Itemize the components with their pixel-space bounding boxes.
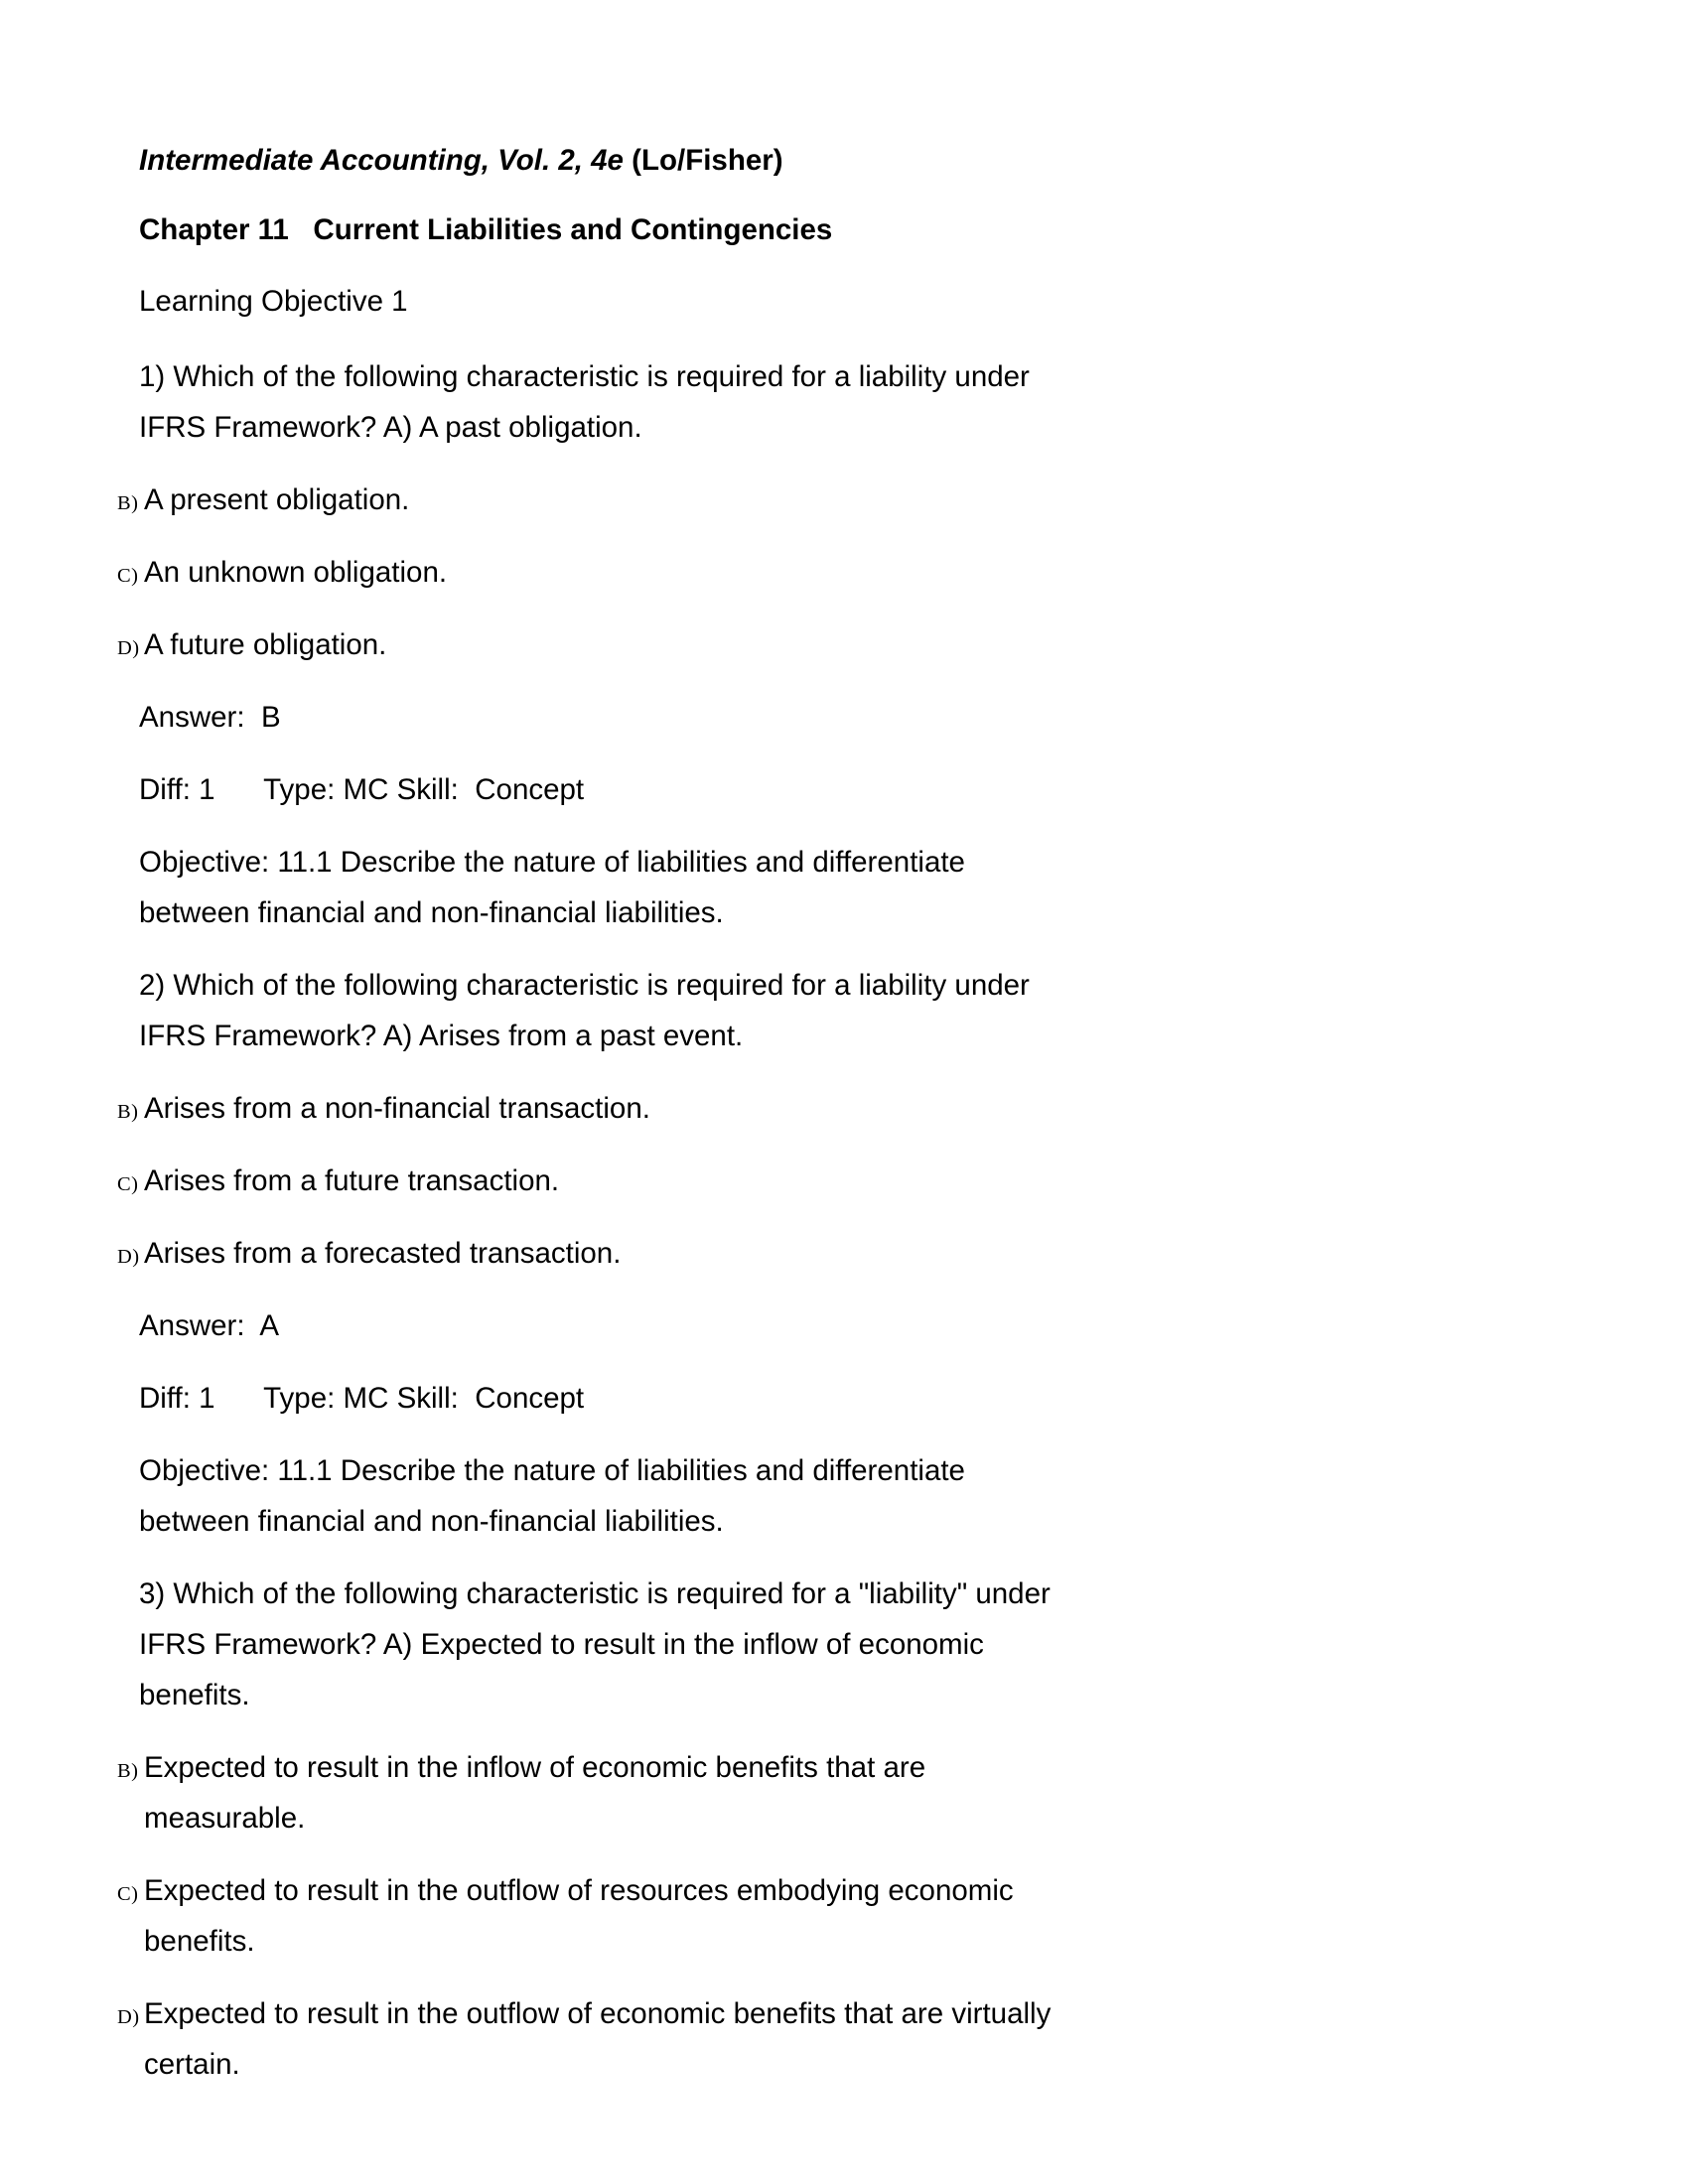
document-body: [117, 139, 1057, 2112]
option-text: Arises from a non-financial transaction.: [144, 1092, 650, 1125]
answer-option: [117, 1083, 1057, 1134]
difficulty-line: Diff: 1 Type: MC Skill: Concept: [139, 1382, 585, 1415]
option-marker: C): [117, 1883, 139, 1905]
question-block: [117, 960, 1057, 1547]
option-text: An unknown obligation.: [144, 556, 448, 589]
answer-option: [117, 1742, 1057, 1843]
option-marker: C): [117, 1173, 139, 1195]
chapter-heading: Chapter 11 Current Liabilities and Contingencies: [139, 213, 833, 246]
option-marker: B): [117, 492, 139, 514]
option-marker: D): [117, 2006, 140, 2028]
option-text: Expected to result in the outflow of resources embodying economic benefits.: [144, 1874, 1014, 1958]
question-stem: 1) Which of the following characteristic is required for a liability under IFRS Framework? A) A past obligation.: [139, 360, 1030, 444]
learning-objective-heading: Learning Objective 1: [139, 285, 408, 318]
question-stem: 2) Which of the following characteristic is required for a liability under IFRS Framework? A) Arises from a past event.: [139, 969, 1030, 1052]
option-marker: B): [117, 1760, 139, 1782]
option-text: Expected to result in the outflow of economic benefits that are virtually certain.: [144, 1997, 1052, 2081]
option-text: A present obligation.: [144, 483, 410, 516]
book-title: [139, 139, 1057, 183]
difficulty-line: Diff: 1 Type: MC Skill: Concept: [139, 773, 585, 806]
option-marker: D): [117, 1246, 140, 1268]
question-block: [117, 1569, 1057, 2090]
option-marker: C): [117, 565, 139, 587]
answer-line: Answer: A: [139, 1309, 280, 1342]
question-block: [117, 351, 1057, 938]
option-text: Arises from a future transaction.: [144, 1164, 560, 1197]
answer-option: [117, 1988, 1057, 2090]
option-marker: D): [117, 637, 140, 659]
option-text: Expected to result in the inflow of economic benefits that are measurable.: [144, 1751, 926, 1835]
option-marker: B): [117, 1101, 139, 1123]
answer-option: [117, 1156, 1057, 1206]
answer-line: Answer: B: [139, 701, 281, 734]
objective-line: Objective: 11.1 Describe the nature of liabilities and differentiate between financial and non-financial liabilities.: [139, 846, 965, 929]
question-stem: 3) Which of the following characteristic is required for a "liability" under IFRS Framework? A) Expected to result in the inflow of economic benefits.: [139, 1577, 1051, 1711]
book-title-authors: (Lo/Fisher): [623, 144, 783, 177]
option-text: Arises from a forecasted transaction.: [144, 1237, 622, 1270]
book-title-italic: Intermediate Accounting, Vol. 2, 4e: [139, 144, 624, 177]
answer-option: [117, 547, 1057, 598]
answer-option: [117, 1228, 1057, 1279]
answer-option: [117, 619, 1057, 670]
objective-line: Objective: 11.1 Describe the nature of liabilities and differentiate between financial and non-financial liabilities.: [139, 1454, 965, 1538]
option-text: A future obligation.: [144, 628, 387, 661]
answer-option: [117, 1865, 1057, 1967]
answer-option: [117, 475, 1057, 525]
